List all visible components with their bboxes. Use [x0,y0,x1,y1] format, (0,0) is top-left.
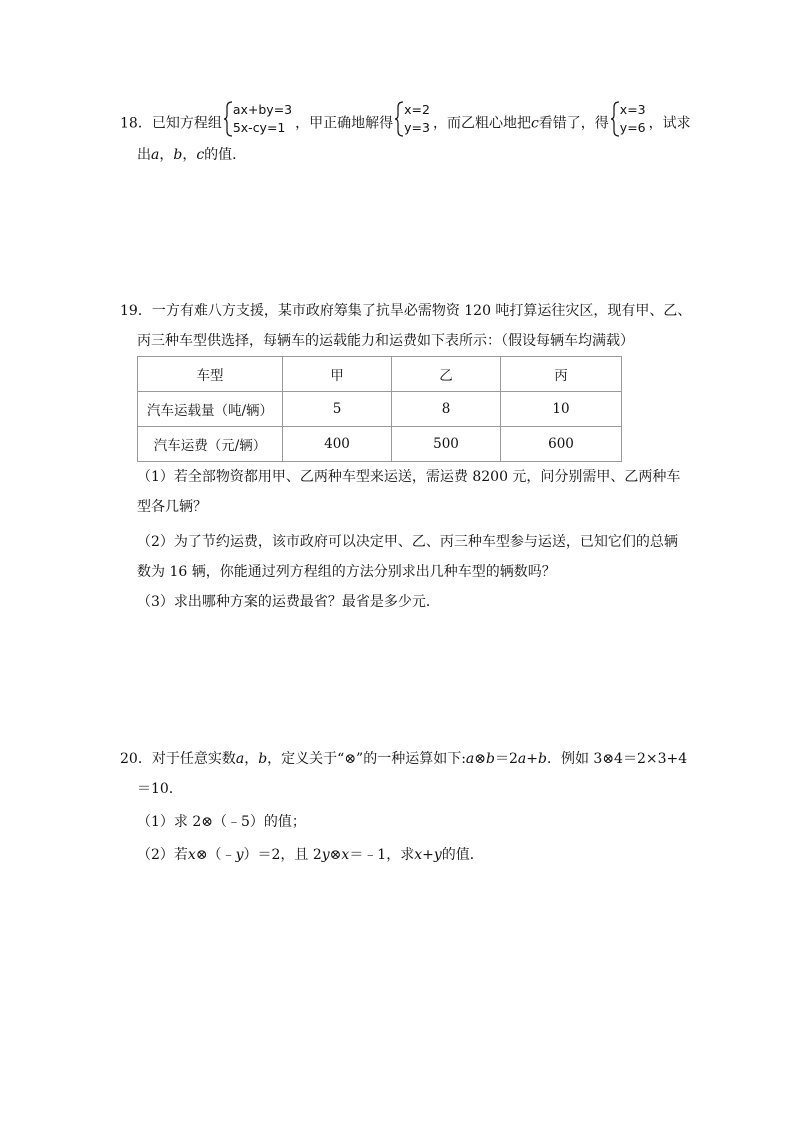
variable-c: c [530,115,539,132]
table-cell: 10 [501,392,622,427]
otimes-operator: ⊗ [474,751,487,767]
q20-text: ⊗（﹣ [195,847,236,863]
variable-c: c [196,147,205,163]
table-cell: 汽车运费（元/辆） [138,427,283,462]
q18-text: ，甲正确地解得 [295,115,394,132]
system1-eq1: ax+by=3 [232,102,293,117]
q19-part1-line2: 型各几辆？ [137,499,207,515]
q20-part1: （1）求 2⊗（﹣5）的值； [137,814,306,830]
equation-system-2 [395,101,430,146]
table-header-row [138,357,622,392]
q18-text: ．已知方程组 [137,115,222,132]
q20-line2: ＝10． [137,781,183,797]
q18-text: 出 [137,147,151,163]
table-cell: 5 [283,392,392,427]
q19-part3: （3）求出哪种方案的运费最省？最省是多少元． [137,594,440,610]
q18-text: 的值． [204,147,247,163]
variable-a: a [151,147,160,163]
q19-part1-line1: （1）若全部物资都用甲、乙两种车型来运送，需运费 8200 元，问分别需甲、乙两种车 [137,469,681,485]
table-row [138,392,622,427]
q19-part2-line2: 数为 16 辆，你能通过列方程组的方法分别求出几种车型的辆数吗？ [137,564,556,580]
q19-line2: 丙三种车型供选择，每辆车的运载能力和运费如下表所示：（假设每辆车均满载） [137,333,634,349]
system3-eq2: y=6 [619,120,646,135]
table-cell: 汽车运载量（吨/辆） [138,392,283,427]
plus-operator: + [422,847,434,863]
variable-y: y [235,847,244,863]
q20-part2 [137,845,484,865]
variable-y: y [433,847,442,863]
q20-text: （2）若 [137,847,188,863]
separator: ， [182,147,197,163]
variable-x: x [187,847,196,863]
q20-text: ＝﹣1，求 [349,847,415,863]
q20-text: ）＝2，且 2 [243,847,322,863]
q20-text: ＝2 [494,751,518,767]
q18-number: 18 [120,115,138,132]
q18-text: ，而乙粗心地把 [432,115,531,132]
variable-a: a [517,751,527,767]
variable-b: b [486,751,495,767]
separator: ， [159,147,174,163]
variable-b: b [258,751,268,767]
table-row [138,427,622,462]
q19-line1: 19．一方有难八方支援，某市政府筹集了抗旱必需物资 120 吨打算运往灾区，现有甲、乙、 [120,303,692,319]
variable-b: b [173,147,183,163]
q20-text: ，定义关于“⊗”的一种运算如下: [267,751,466,767]
header-cell-bing: 丙 [501,357,622,392]
system2-eq2: y=3 [404,120,430,135]
q18-line2 [137,145,246,165]
equation-system-3 [611,101,646,146]
truck-table [137,356,622,462]
otimes-operator: ⊗ [329,847,342,863]
system1-eq2: 5x-cy=1 [232,120,286,135]
separator: ， [244,751,259,767]
q20-line1 [120,749,687,769]
variable-y: y [321,847,330,863]
left-brace-icon [395,101,404,137]
q19-part2-line1: （2）为了节约运费，该市政府可以决定甲、乙、丙三种车型参与运送，已知它们的总辆 [137,534,678,550]
left-brace-icon [611,101,620,137]
variable-a: a [465,751,475,767]
header-cell-type: 车型 [138,357,283,392]
variable-a: a [235,751,245,767]
table-cell: 500 [392,427,501,462]
left-brace-icon [224,101,233,137]
table-cell: 8 [392,392,501,427]
table-cell: 400 [283,427,392,462]
variable-x: x [341,847,350,863]
q18-text: 看错了，得 [538,115,609,132]
equation-system-1 [224,101,292,146]
q20-text: 的值． [441,847,484,863]
table-cell: 600 [501,427,622,462]
header-cell-yi: 乙 [392,357,501,392]
system2-eq1: x=2 [404,102,430,117]
variable-x: x [414,847,423,863]
plus-operator: + [526,751,538,767]
q18-line1 [120,101,691,146]
variable-b: b [538,751,547,767]
system3-eq1: x=3 [619,102,646,117]
q20-text: ．例如 3⊗4＝2×3+4 [546,751,688,767]
q18-text: ，试求 [648,115,691,132]
header-cell-jia: 甲 [283,357,392,392]
q20-text: 20．对于任意实数 [120,751,236,767]
